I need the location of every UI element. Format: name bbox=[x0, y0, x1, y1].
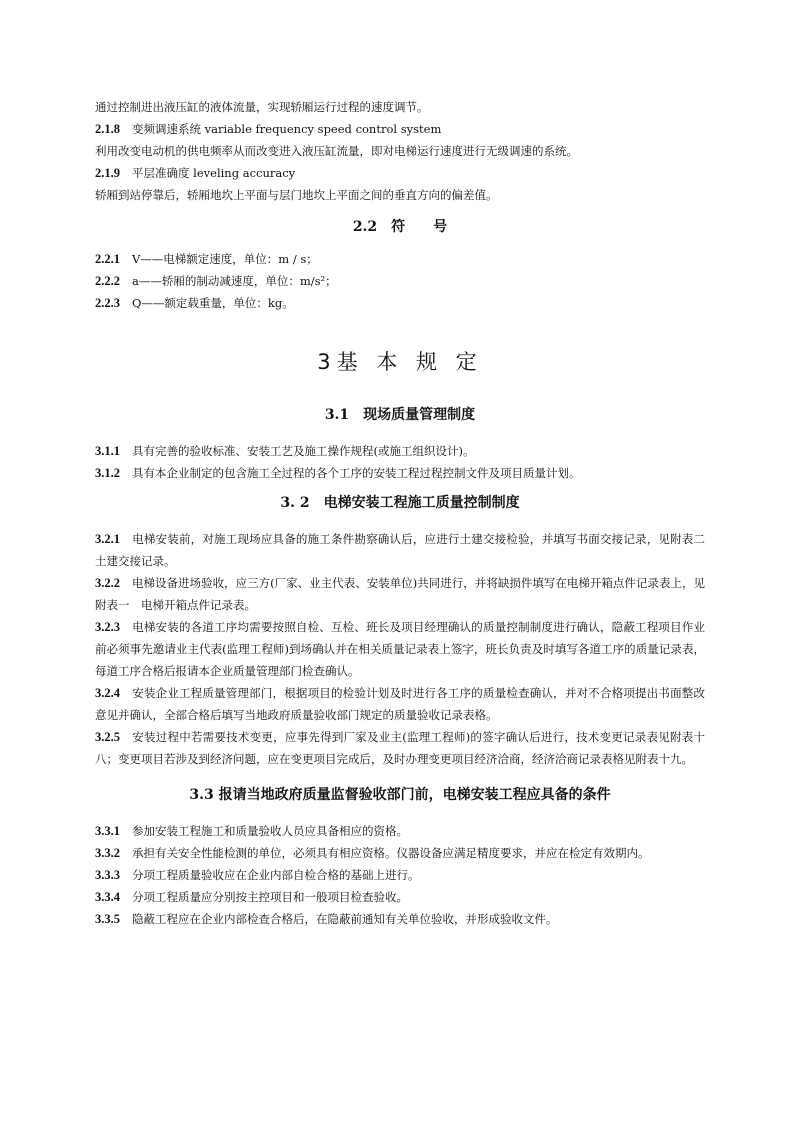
clause-text: 具有完善的验收标准、安装工艺及施工操作规程(或施工组织设计)。 bbox=[132, 444, 475, 458]
clause-number: 2.2.2 bbox=[95, 274, 120, 288]
clause-text: Q——额定载重量，单位：kg。 bbox=[132, 296, 294, 310]
clause-number: 3.3.1 bbox=[95, 824, 120, 838]
clause-text: a——轿厢的制动减速度，单位：m/s²； bbox=[132, 274, 337, 288]
list-item bbox=[95, 440, 705, 462]
clause-2-1-9 bbox=[95, 162, 705, 184]
clause-text: 电梯安装前，对施工现场应具备的施工条件勘察确认后，应进行土建交接检验，并填写书面交接记录，见附表二 土建交接记录。 bbox=[95, 532, 717, 568]
list-item bbox=[95, 682, 705, 726]
clause-number: 3.2.4 bbox=[95, 686, 120, 700]
clause-text: 分项工程质量验收应在企业内部自检合格的基础上进行。 bbox=[132, 868, 420, 882]
list-item bbox=[95, 908, 705, 930]
clause-number: 3.3.2 bbox=[95, 846, 120, 860]
list-item bbox=[95, 292, 705, 314]
document-page bbox=[95, 96, 717, 930]
clause-number: 3.2.3 bbox=[95, 620, 120, 634]
section-3-3-title: 3.3 报请当地政府质量监督验收部门前，电梯安装工程应具备的条件 bbox=[189, 787, 611, 803]
clause-text: V——电梯额定速度，单位：m / s； bbox=[132, 252, 318, 266]
clause-text: 电梯安装的各道工序均需要按照自检、互检、班长及项目经理确认的质量控制制度进行确认，隐蔽工程项目作业前必须事先邀请业主代表(监理工程师)到场确认并在相关质量记录表上签字，班长负责及时填写各道工序的质量记录表，每道工序合格后报请本企业质量管理部门检查确认。 bbox=[95, 620, 705, 678]
clause-text: 隐蔽工程应在企业内部检查合格后，在隐蔽前通知有关单位验收，并形成验收文件。 bbox=[132, 912, 558, 926]
clause-text: 安装过程中若需要技术变更，应事先得到厂家及业主(监理工程师)的签字确认后进行，技术变更记录表见附表十八；变更项目若涉及到经济问题，应在变更项目完成后，及时办理变更项目经济洽商，经济洽商记录表格见附表十九。 bbox=[95, 730, 705, 766]
clause-text: 参加安装工程施工和质量验收人员应具备相应的资格。 bbox=[132, 824, 408, 838]
section-2-2-list bbox=[95, 248, 705, 314]
clause-text: 平层准确度 leveling accuracy bbox=[132, 166, 296, 180]
list-item bbox=[95, 616, 705, 682]
clause-number: 2.1.8 bbox=[95, 122, 120, 136]
clause-2-1-8 bbox=[95, 118, 705, 140]
clause-number: 3.2.2 bbox=[95, 576, 120, 590]
clause-number: 3.3.4 bbox=[95, 890, 120, 904]
list-item bbox=[95, 726, 705, 770]
clause-text: 承担有关安全性能检测的单位，必须具有相应资格。仪器设备应满足精度要求，并应在检定有效期内。 bbox=[132, 846, 650, 860]
clause-number: 2.2.3 bbox=[95, 296, 120, 310]
section-3-2-title: 3. 2 电梯安装工程施工质量控制制度 bbox=[280, 495, 520, 511]
section-3-1-title: 3.1 现场质量管理制度 bbox=[324, 407, 476, 423]
clause-text: 安装企业工程质量管理部门，根据项目的检验计划及时进行各工序的质量检查确认，并对不合格项提出书面整改意见并确认，全部合格后填写当地政府质量验收部门规定的质量验收记录表格。 bbox=[95, 686, 705, 722]
section-3-2-list bbox=[95, 528, 717, 770]
list-item bbox=[95, 528, 717, 572]
section-3-1-list bbox=[95, 440, 705, 484]
clause-number: 3.3.5 bbox=[95, 912, 120, 926]
clause-number: 3.1.1 bbox=[95, 444, 120, 458]
clause-2-1-9-desc: 轿厢到站停靠后，轿厢地坎上平面与层门地坎上平面之间的垂直方向的偏差值。 bbox=[95, 188, 498, 202]
clause-text: 变频调速系统 variable frequency speed control system bbox=[132, 122, 442, 136]
list-item bbox=[95, 842, 705, 864]
chapter-3-title: 3基 本 规 定 bbox=[317, 350, 483, 374]
clause-number: 3.2.5 bbox=[95, 730, 120, 744]
list-item bbox=[95, 270, 705, 292]
clause-text: 电梯设备进场验收，应三方(厂家、业主代表、安装单位)共同进行，并将缺损件填写在电梯开箱点件记录表上，见附表一 电梯开箱点件记录表。 bbox=[95, 576, 705, 612]
clause-number: 2.2.1 bbox=[95, 252, 120, 266]
clause-number: 3.3.3 bbox=[95, 868, 120, 882]
clause-number: 2.1.9 bbox=[95, 166, 120, 180]
clause-text: 分项工程质量应分别按主控项目和一般项目检查验收。 bbox=[132, 890, 408, 904]
list-item bbox=[95, 886, 705, 908]
clause-number: 3.1.2 bbox=[95, 466, 120, 480]
clause-text: 具有本企业制定的包含施工全过程的各个工序的安装工程过程控制文件及项目质量计划。 bbox=[132, 466, 581, 480]
clause-2-1-8-desc: 利用改变电动机的供电频率从而改变进入液压缸流量，即对电梯运行速度进行无级调速的系统。 bbox=[95, 144, 578, 158]
list-item bbox=[95, 820, 705, 842]
list-item bbox=[95, 864, 705, 886]
list-item bbox=[95, 248, 705, 270]
intro-line: 通过控制进出液压缸的液体流量，实现轿厢运行过程的速度调节。 bbox=[95, 100, 429, 114]
list-item bbox=[95, 462, 705, 484]
section-3-3-list bbox=[95, 820, 705, 930]
clause-number: 3.2.1 bbox=[95, 532, 120, 546]
list-item bbox=[95, 572, 705, 616]
section-2-2-title: 2.2 符 号 bbox=[352, 219, 448, 235]
